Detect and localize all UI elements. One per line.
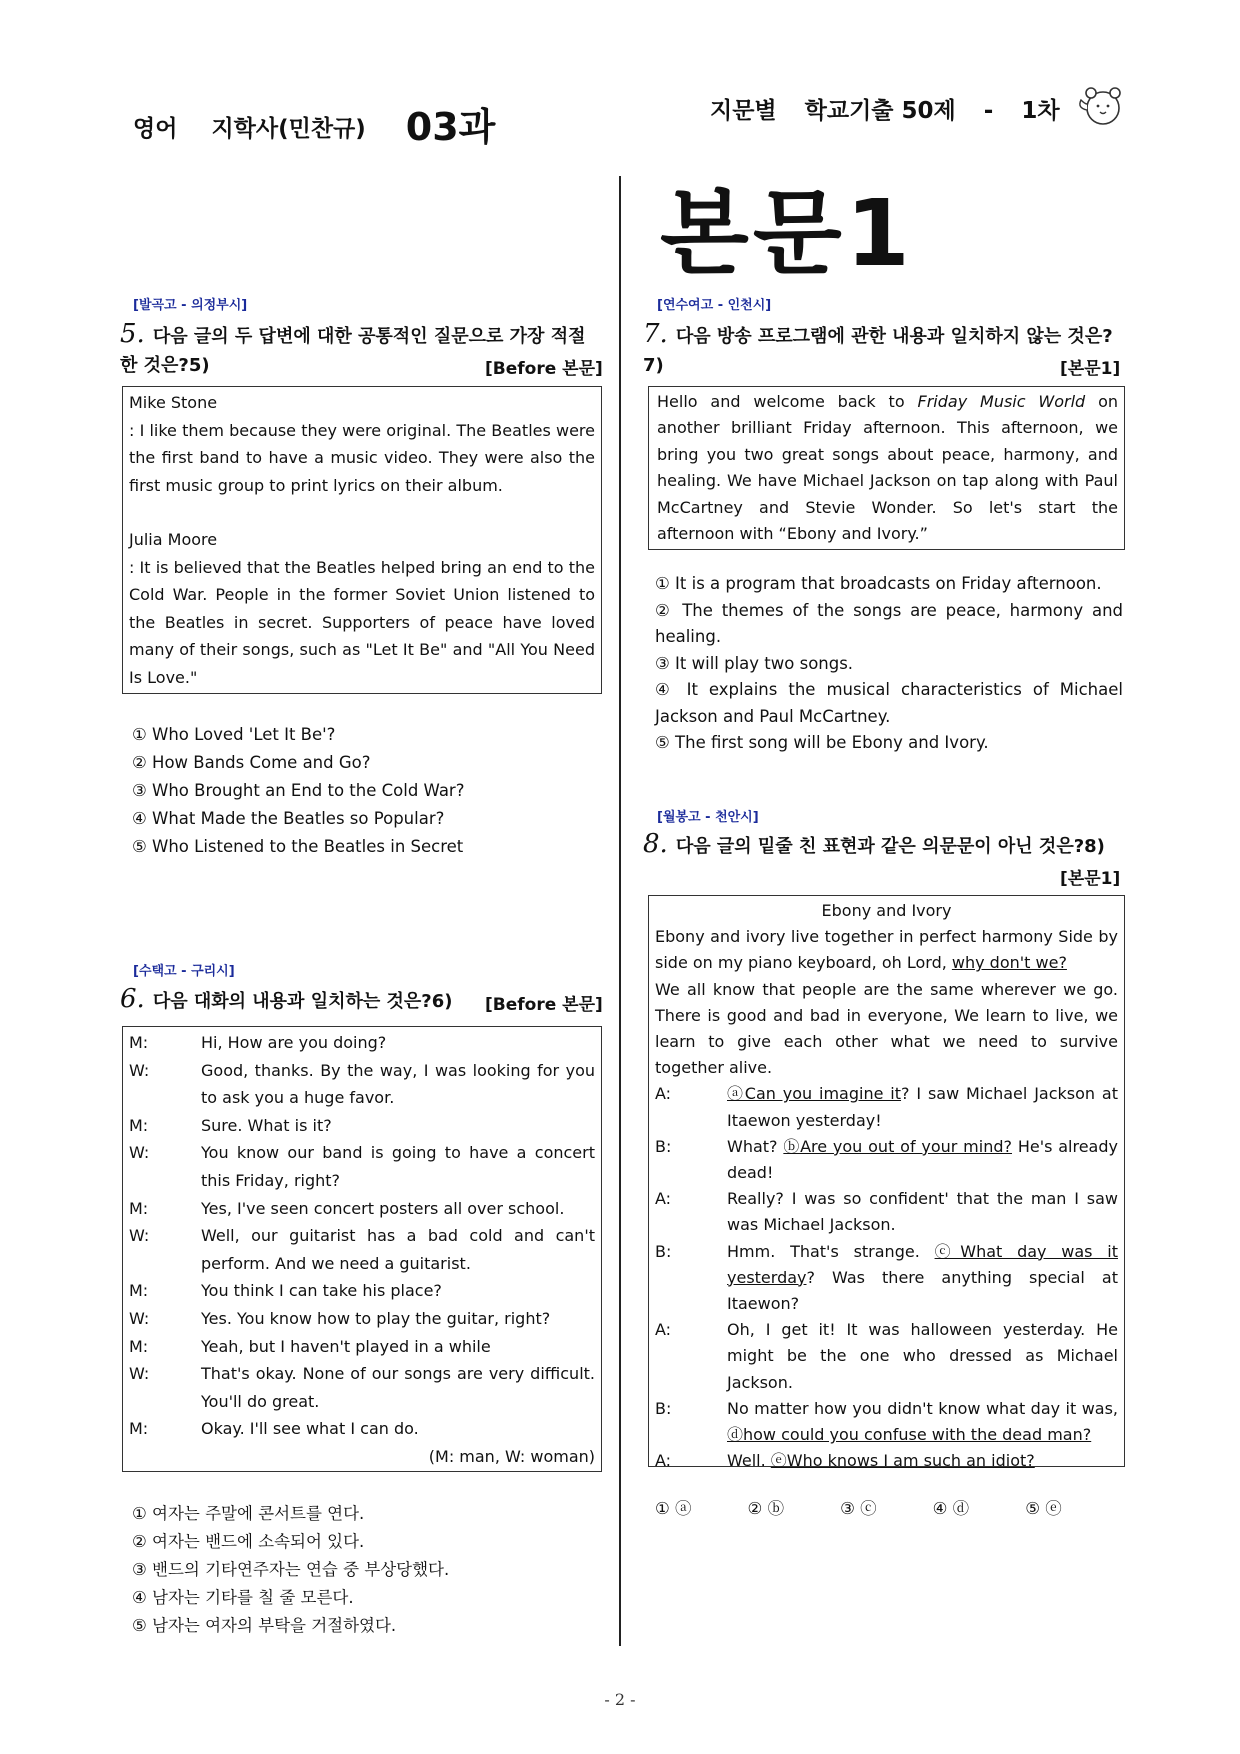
page-number: - 2 - [604, 1690, 636, 1709]
q6-speaker: W: [129, 1060, 150, 1080]
q8-speaker: B: [655, 1241, 672, 1261]
q6-option[interactable]: ③ 밴드의 기타연주자는 연습 중 부상당했다. [132, 1560, 450, 1579]
subject: 영어 [133, 116, 178, 142]
q8-speaker: A: [655, 1320, 672, 1340]
q7-passage [657, 389, 1118, 547]
q6-dialogue-line: You think I can take his place? [201, 1281, 442, 1301]
q8-dialogue-text: What? [727, 1136, 784, 1156]
q6-dialogue-line: Good, thanks. By the way, I was looking for you to ask you a huge favor. [201, 1060, 595, 1108]
q6-speaker: M: [129, 1419, 149, 1439]
q5-passage-line: : I like them because they were original. The Beatles were the first band to have a music video. They were also the first music group to print lyrics on their album. [129, 420, 595, 495]
q8-underlined-question: ⓔWho knows I am such an idiot? [770, 1451, 1035, 1471]
q8-underlined-question: ⓓhow could you confuse with the dead man? [727, 1425, 1092, 1445]
q7-option[interactable]: ③ It will play two songs. [655, 653, 854, 673]
q8-options [655, 1495, 1115, 1523]
q5-option[interactable]: ② How Bands Come and Go? [132, 753, 371, 772]
q8-lyric-1-text: Ebony and ivory live together in perfect harmony Side by side on my piano keyboard, oh Lord, [655, 927, 1118, 973]
q8-dialogue-text: No matter how you didn't know what day it was, [727, 1398, 1118, 1418]
q7-question [643, 320, 1121, 380]
q6-dialogue [129, 1029, 595, 1443]
q8-dialogue-text: ? I saw Michael Jackson at Itaewon yesterday! [727, 1084, 1118, 1130]
q7-option[interactable]: ② The themes of the songs are peace, harmony and healing. [655, 600, 1123, 646]
q8-dialogue-line [727, 1134, 1118, 1186]
q8-option[interactable]: ⑤ ⓔ [1025, 1499, 1062, 1518]
publisher: 지학사(민찬규) [211, 116, 366, 142]
q6-tag: [Before 본문] [485, 995, 603, 1015]
q8-text: 다음 글의 밑줄 친 표현과 같은 의문문이 아닌 것은?8) [675, 836, 1105, 857]
q8-speaker: A: [655, 1451, 672, 1471]
q5-option[interactable]: ③ Who Brought an End to the Cold War? [132, 781, 465, 800]
q8-dialogue-text: ? Was there anything special at Itaewon? [727, 1267, 1118, 1314]
q8-option[interactable]: ③ ⓒ [840, 1499, 877, 1518]
q8-speaker: B: [655, 1398, 672, 1418]
column-divider [619, 176, 621, 1646]
q8-lyric-1 [655, 924, 1118, 976]
q7-passage-b: on another brilliant Friday afternoon. This afternoon, we bring you two great songs about peace, harmony, and healing. We have Michael Jackson on tap along with Paul McCartney and Stevie Wonder. So let's start the afternoon with “Ebony and Ivory.” [657, 392, 1119, 544]
q5-passage-box [122, 386, 602, 694]
q6-dialogue-line: Well, our guitarist has a bad cold and can't perform. And we need a guitarist. [201, 1226, 595, 1273]
q8-underlined-question: ⓐCan you imagine it [727, 1084, 902, 1104]
q5-option[interactable]: ⑤ Who Listened to the Beatles in Secret [132, 837, 464, 856]
q6-speaker: M: [129, 1336, 149, 1356]
q7-passage-a: Hello and welcome back to [657, 392, 918, 411]
q8-speaker: B: [655, 1136, 672, 1156]
q5-options [132, 721, 464, 861]
q8-dialogue [655, 1081, 1118, 1474]
q8-speaker: A: [655, 1084, 672, 1104]
q8-dialogue-text: Really? I was so confident' that the man I saw was Michael Jackson. [727, 1189, 1118, 1235]
q8-song-title: Ebony and Ivory [821, 901, 952, 920]
q8-underlined-phrase: why don't we? [951, 953, 1067, 973]
q7-number: 7. [643, 319, 668, 349]
q7-passage-box [648, 386, 1125, 550]
q6-dialogue-line: Yes, I've seen concert posters all over school. [201, 1198, 565, 1218]
q8-dialogue-line [727, 1239, 1118, 1318]
q6-speaker: W: [129, 1364, 150, 1384]
q7-option[interactable]: ⑤ The first song will be Ebony and Ivory. [655, 733, 989, 752]
q7-program-name: Friday Music World [917, 392, 1086, 411]
section-title: 본문1 [660, 180, 914, 287]
q7-source: [연수여고 - 인천시] [657, 298, 772, 313]
collection: 학교기출 50제 [804, 98, 956, 124]
q5-option[interactable]: ④ What Made the Beatles so Popular? [132, 809, 445, 828]
q7-text: 다음 방송 프로그램에 관한 내용과 일치하지 않는 것은?7) [643, 326, 1113, 376]
q8-dialogue-text: Hmm. That's strange. [727, 1241, 935, 1261]
round: 1차 [1021, 98, 1060, 124]
q6-question [120, 985, 500, 1016]
q8-speaker: A: [655, 1189, 672, 1209]
q6-speaker: W: [129, 1143, 150, 1163]
q8-option[interactable]: ① ⓐ [655, 1499, 692, 1518]
q6-dialogue-line: Yes. You know how to play the guitar, right? [201, 1308, 551, 1328]
q6-dialogue-line: Hi, How are you doing? [201, 1033, 387, 1052]
q8-underlined-question: ⓑAre you out of your mind? [783, 1136, 1012, 1156]
q6-dialogue-line: Sure. What is it? [201, 1115, 332, 1135]
q8-option[interactable]: ② ⓑ [747, 1499, 785, 1518]
header-left [133, 92, 529, 147]
lesson: 03과 [405, 105, 496, 149]
q6-option[interactable]: ⑤ 남자는 여자의 부탁을 거절하였다. [132, 1616, 397, 1635]
q5-source: [발곡고 - 의정부시] [133, 298, 248, 313]
q8-passage-box [648, 895, 1125, 1471]
q6-dialogue-box [122, 1026, 602, 1472]
q6-dialogue-line: Yeah, but I haven't played in a while [201, 1336, 491, 1356]
q5-passage-line: Mike Stone [129, 393, 218, 412]
q8-question [643, 830, 1121, 861]
q6-text: 다음 대화의 내용과 일치하는 것은?6) [152, 991, 453, 1012]
bear-icon [1073, 84, 1125, 130]
dash: - [983, 98, 994, 124]
q5-passage-line: : It is believed that the Beatles helped bring an end to the Cold War. People in the former Soviet Union listened to the Beatles in secret. Supporters of peace have loved many of their songs, such as "Let It Be" and "All You Need Is Love." [129, 557, 595, 687]
q8-dialogue-text: He's already dead! [727, 1136, 1118, 1183]
q8-source: [월봉고 - 천안시] [657, 810, 759, 825]
q7-tag: [본문1] [1060, 359, 1121, 379]
q8-dialogue-line [727, 1081, 1118, 1133]
q6-source: [수택고 - 구리시] [133, 964, 235, 979]
q6-speaker: M: [129, 1115, 149, 1135]
q8-dialogue-line [727, 1396, 1118, 1448]
q6-speaker: M: [129, 1198, 149, 1218]
q7-option[interactable]: ① It is a program that broadcasts on Friday afternoon. [655, 574, 1102, 593]
q8-dialogue-text: Oh, I get it! It was halloween yesterday. He might be the one who dressed as Michael Jackson. [727, 1320, 1118, 1392]
q6-dialogue-line: You know our band is going to have a concert this Friday, right? [201, 1143, 595, 1190]
q6-speaker: W: [129, 1308, 150, 1328]
q6-option[interactable]: ② 여자는 밴드에 소속되어 있다. [132, 1532, 365, 1551]
q6-dialogue-line: That's okay. None of our songs are very difficult. You'll do great. [201, 1364, 595, 1411]
q8-option[interactable]: ④ ⓓ [932, 1499, 970, 1518]
q5-number: 5. [120, 319, 145, 349]
q6-option[interactable]: ① 여자는 주말에 콘서트를 연다. [132, 1504, 365, 1523]
q8-number: 8. [643, 829, 668, 859]
q6-speaker: M: [129, 1033, 149, 1052]
q6-options [132, 1500, 449, 1640]
q8-tag: [본문1] [1060, 869, 1121, 889]
q5-tag: [Before 본문] [485, 359, 603, 379]
q6-number: 6. [120, 984, 145, 1014]
q8-underlined-question: ⓒWhat day was it yesterday [727, 1241, 1118, 1287]
q8-dialogue-line [727, 1186, 1118, 1238]
q5-passage-line [129, 499, 595, 526]
q7-option[interactable]: ④ It explains the musical characteristics of Michael Jackson and Paul McCartney. [655, 680, 1123, 726]
q8-dialogue-line [727, 1317, 1118, 1396]
q8-dialogue-line [727, 1448, 1118, 1474]
q5-passage-line: Julia Moore [129, 530, 218, 549]
q5-option[interactable]: ① Who Loved 'Let It Be'? [132, 725, 336, 744]
q6-note: (M: man, W: woman) [428, 1446, 595, 1466]
q8-dialogue-text: Well. [727, 1451, 771, 1471]
q5-text: 다음 글의 두 답변에 대한 공통적인 질문으로 가장 적절한 것은?5) [120, 326, 586, 376]
q7-options [655, 571, 1123, 757]
header-right [710, 92, 1088, 125]
q6-speaker: M: [129, 1281, 149, 1301]
q6-speaker: W: [129, 1226, 150, 1246]
q6-dialogue-line: Okay. I'll see what I can do. [201, 1419, 419, 1439]
q8-lyric-2: We all know that people are the same wherever we go. There is good and bad in everyone, We learn to live, we learn to give each other what we need to survive together alive. [655, 979, 1118, 1078]
series: 지문별 [710, 98, 777, 124]
q6-option[interactable]: ④ 남자는 기타를 칠 줄 모른다. [132, 1588, 354, 1607]
